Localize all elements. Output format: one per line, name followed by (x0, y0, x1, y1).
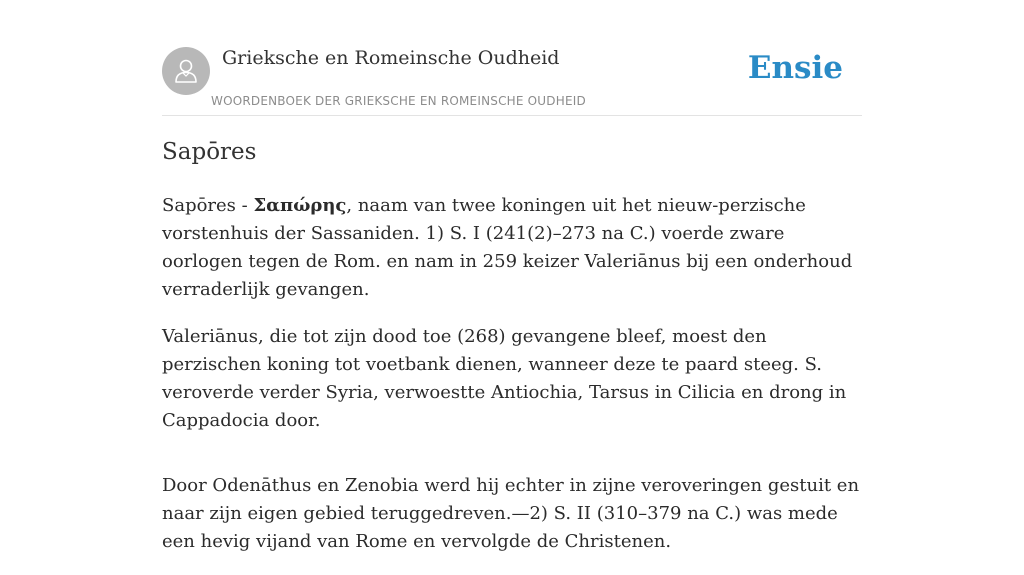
entry-headword: Sapōres (162, 195, 236, 216)
user-avatar-icon[interactable] (162, 47, 210, 95)
paragraph-1-text: , naam van twee koningen uit het nieuw-perzische vorstenhuis der Sassaniden. 1) S. I (241(2)–273 na C.) voerde zware oorlogen tegen de Rom. en nam in 259 keizer Valeriānus bij een onderhoud verraderlijk gevangen. (162, 195, 853, 300)
site-title-link[interactable]: Grieksche en Romeinsche Oudheid (222, 47, 560, 69)
entry-content (162, 192, 862, 575)
ensie-logo[interactable]: Ensie (747, 50, 843, 86)
greek-name: Σαπώρης (253, 195, 347, 216)
headword-dash: - (235, 195, 254, 216)
site-header (162, 46, 862, 116)
user-silhouette-icon (171, 56, 201, 86)
dictionary-subtitle-link[interactable]: WOORDENBOEK DER GRIEKSCHE EN ROMEINSCHE OUDHEID (211, 94, 586, 108)
entry-paragraph-2: Valeriānus, die tot zijn dood toe (268) gevangene bleef, moest den perzischen koning tot voetbank dienen, wanneer deze te paard steeg. S. veroverde verder Syria, verwoestte Antiochia, Tarsus in Cilicia en drong in Cappadocia door. (162, 326, 847, 431)
entry-paragraph-1 (162, 192, 862, 304)
entry-title: Sapōres (162, 139, 257, 165)
entry-paragraph-3: Door Odenāthus en Zenobia werd hij echter in zijne veroveringen gestuit en naar zijn eigen gebied teruggedreven.—2) S. II (310–379 na C.) was mede een hevig vijand van Rome en vervolgde de Christenen. (162, 475, 860, 552)
